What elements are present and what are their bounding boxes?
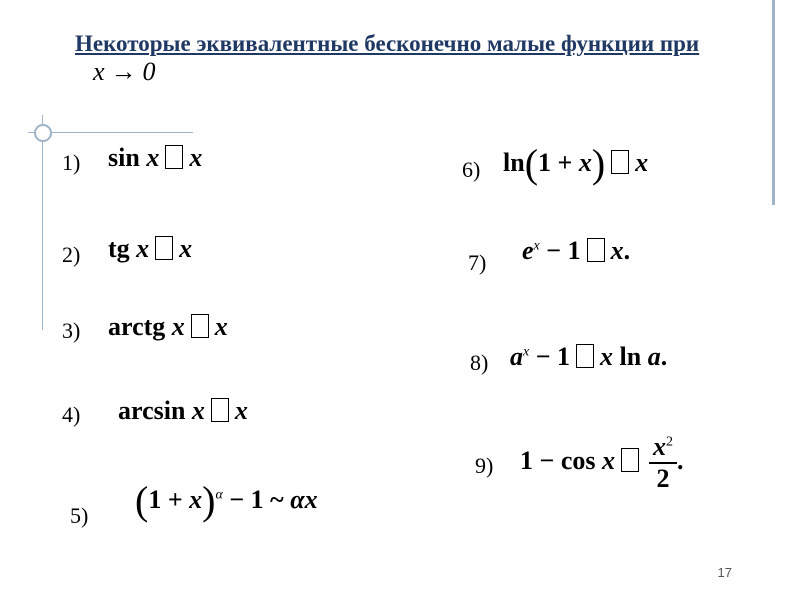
formula-9: 1 − cos x $\frac{x^2}{2}$ . (520, 432, 684, 493)
formula-5-number: 5) (70, 503, 89, 528)
equivalence-box (621, 448, 639, 472)
formula-1-number: 1) (62, 150, 81, 175)
equivalence-box (155, 236, 173, 260)
slide-title (75, 30, 735, 87)
formula-3: arctg x x (108, 312, 228, 341)
formula-2-number: 2) (62, 242, 81, 267)
fraction: $\frac{x^2}{2}$ (649, 432, 677, 494)
formula-8-number: 8) (470, 350, 489, 375)
decor-circle (34, 124, 52, 142)
formula-6: ln(1 + x) x (503, 141, 649, 186)
formula-9-number: 9) (475, 453, 494, 478)
formula-7-number: 7) (468, 250, 487, 275)
limit-condition: x → 0 (93, 57, 156, 86)
formula-3-number: 3) (62, 318, 81, 343)
formula-5: $(1 + x)^\alpha - 1$ ~ αx (135, 478, 318, 523)
equivalence-box (211, 398, 229, 422)
formula-4: arcsin x x (118, 396, 248, 425)
title-text: Некоторые эквивалентные бесконечно малые функции при (75, 31, 700, 56)
formula-8: $a^x - 1$ x ln a. (510, 342, 668, 371)
formula-4-number: 4) (62, 402, 81, 427)
page-number: 17 (717, 565, 732, 580)
equivalence-box (191, 314, 209, 338)
equivalence-box (611, 150, 629, 174)
decor-right-line (772, 0, 775, 205)
formula-6-number: 6) (462, 157, 481, 182)
formula-7: $e^x - 1$ x. (522, 236, 631, 265)
decor-horizontal-line (28, 132, 193, 133)
equivalence-box (587, 238, 605, 262)
equivalence-box (576, 344, 594, 368)
formula-2: tg x x (108, 234, 193, 263)
equivalence-box (165, 145, 183, 169)
decor-vertical-line (42, 115, 43, 330)
formula-1: sin x x (108, 143, 203, 172)
